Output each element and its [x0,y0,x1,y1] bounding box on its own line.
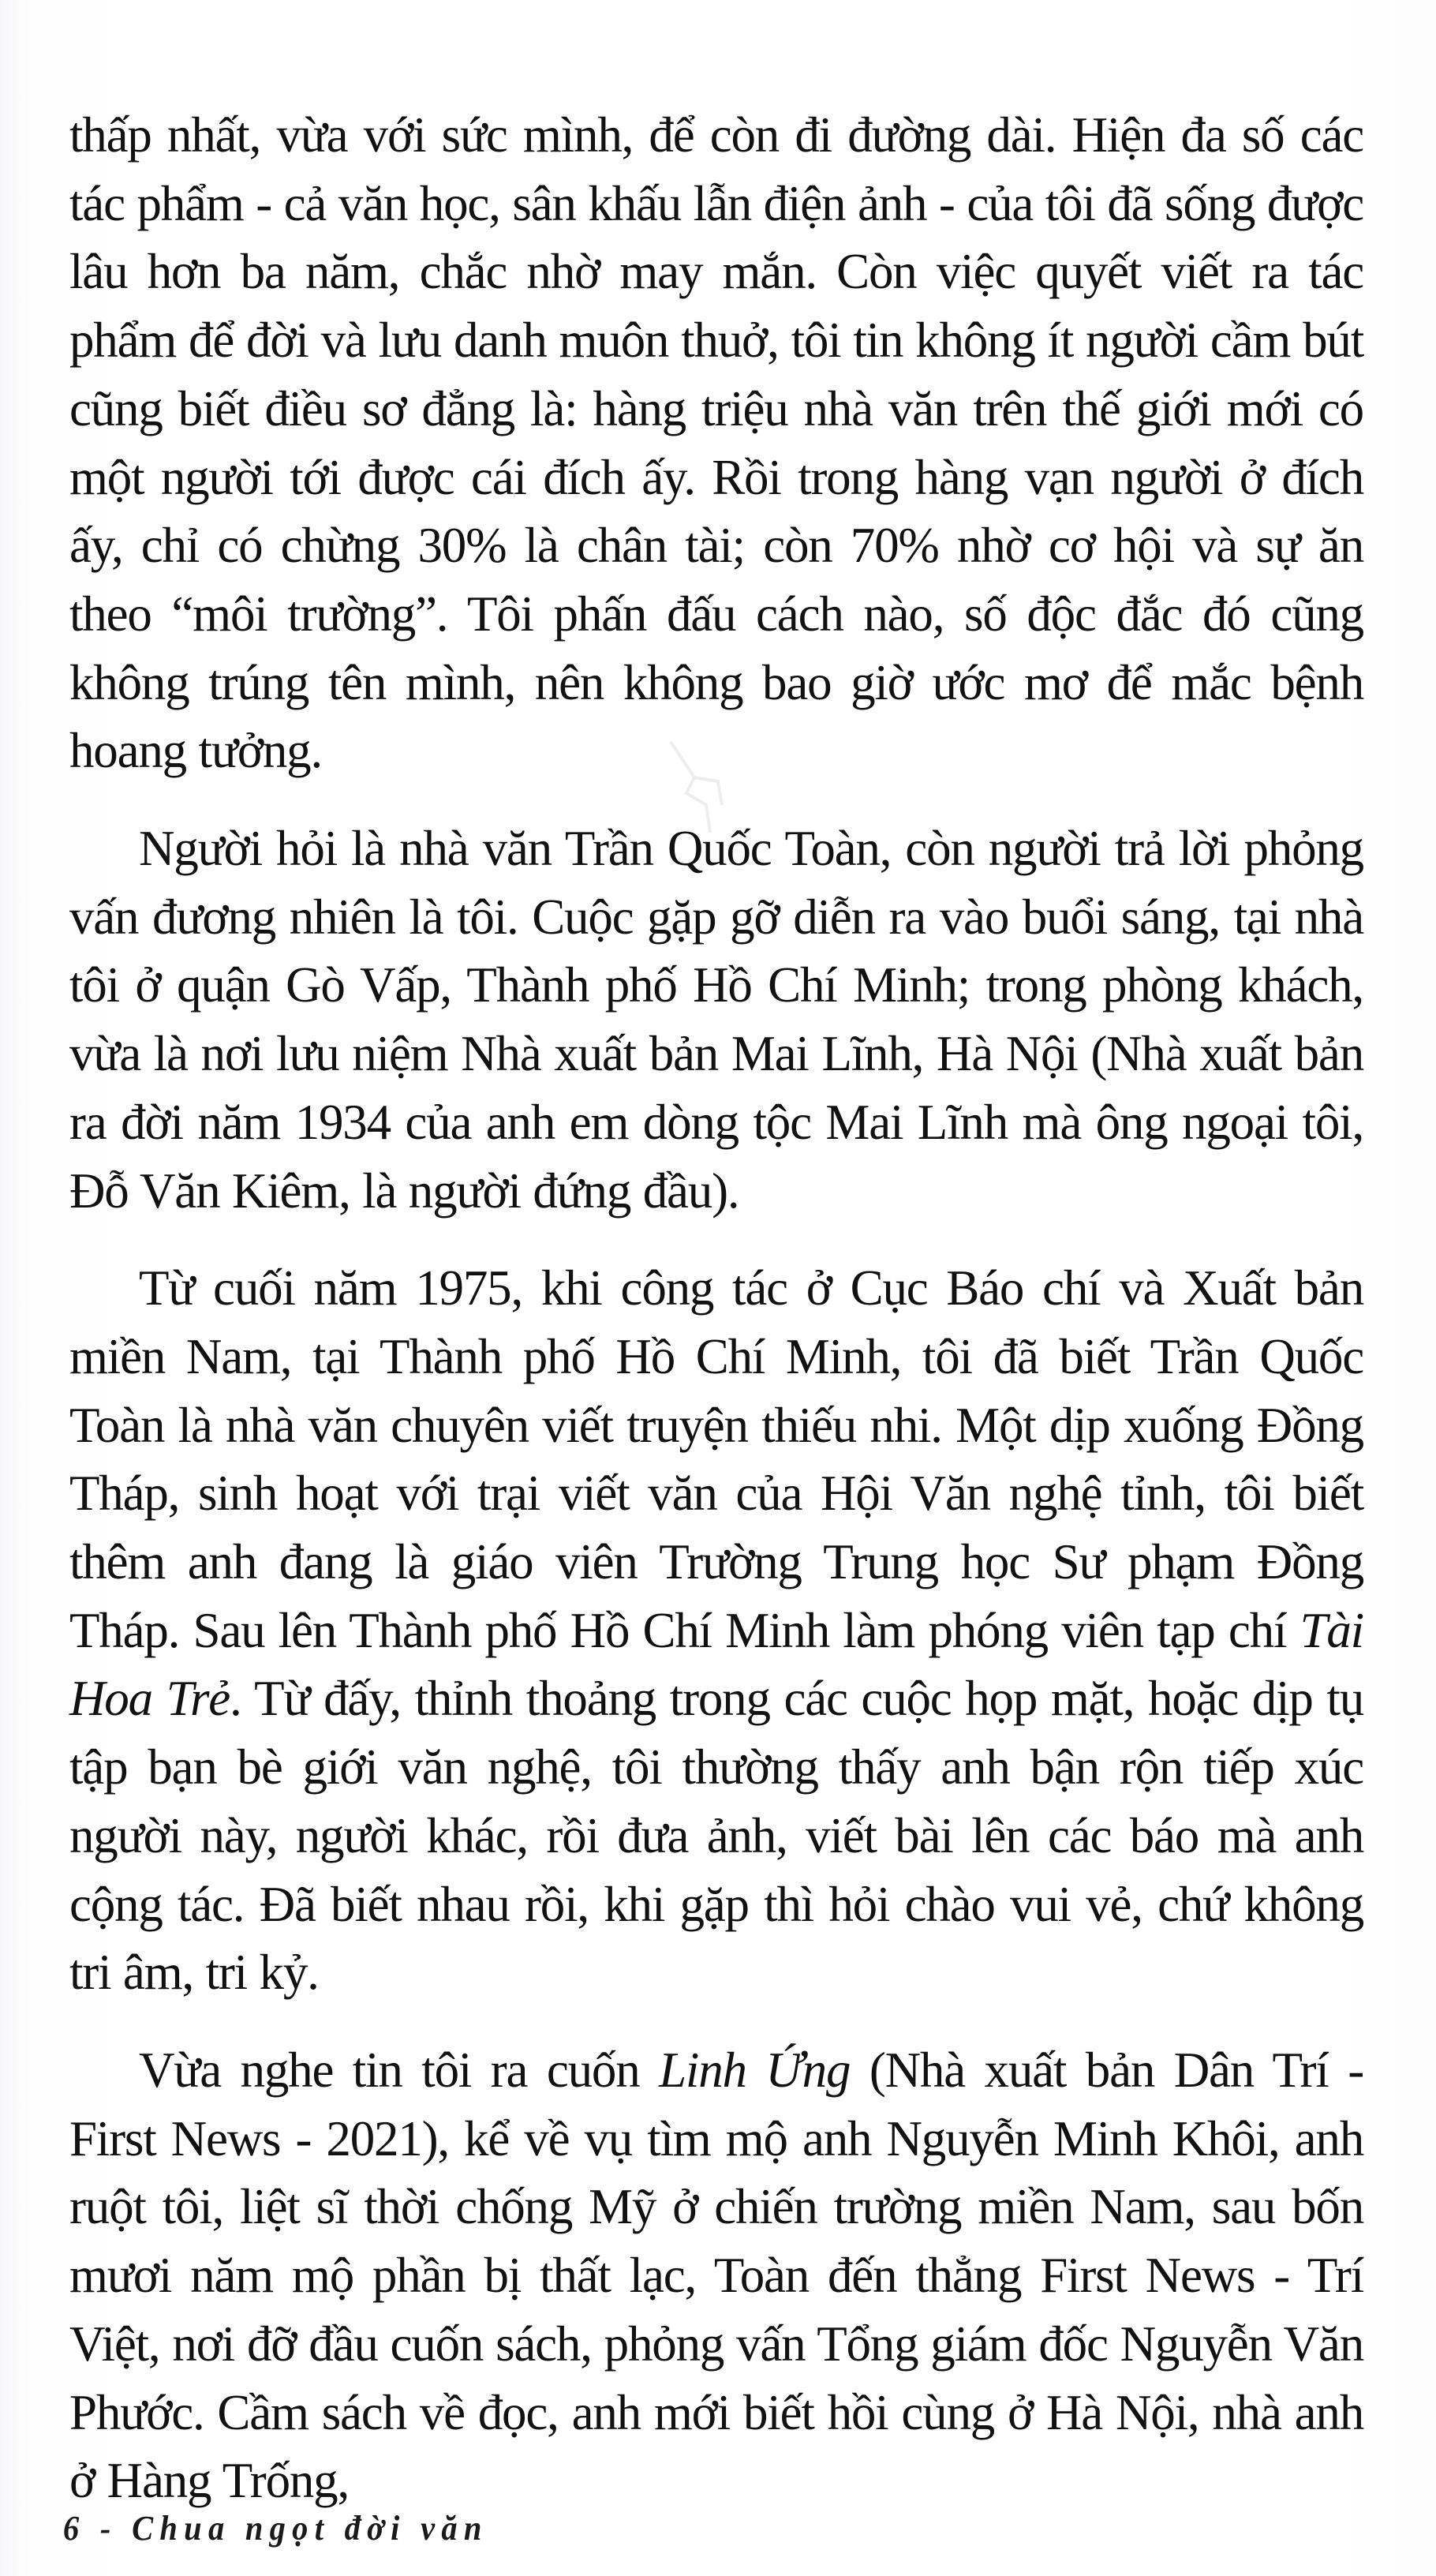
paragraph-4 [69,2036,1363,2515]
text-segment: . Từ đấy, thỉnh thoảng trong các cuộc họp mặt, hoặc dịp tụ tập bạn bè giới văn nghệ, tôi thường thấy anh bận rộn tiếp xúc người này, người khác, rồi đưa ảnh, viết bài lên các báo mà anh cộng tác. Đã biết nhau rồi, khi gặp thì hỏi chào vui vẻ, chứ không tri âm, tri kỷ. [69,1671,1364,2001]
page-footer [63,2508,488,2548]
paragraph-3 [69,1254,1363,2007]
text-segment: Từ cuối năm 1975, khi công tác ở Cục Báo chí và Xuất bản miền Nam, tại Thành phố Hồ Chí Minh, tôi đã biết Trần Quốc Toàn là nhà văn chuyên viết truyện thiếu nhi. Một dịp xuống Đồng Tháp, sinh hoạt với trại viết văn của Hội Văn nghệ tỉnh, tôi biết thêm anh đang là giáo viên Trường Trung học Sư phạm Đồng Tháp. Sau lên Thành phố Hồ Chí Minh làm phóng viên tạp chí [69,1260,1363,1658]
running-title: Chua ngọt đời văn [132,2509,488,2548]
page-number: 6 [63,2509,86,2548]
text-segment: Người hỏi là nhà văn Trần Quốc Toàn, còn người trả lời phỏng vấn đương nhiên là tôi. Cuộc gặp gỡ diễn ra vào buổi sáng, tại nhà tôi ở quận Gò Vấp, Thành phố Hồ Chí Minh; trong phòng khách, vừa là nơi lưu niệm Nhà xuất bản Mai Lĩnh, Hà Nội (Nhà xuất bản ra đời năm 1934 của anh em dòng tộc Mai Lĩnh mà ông ngoại tôi, Đỗ Văn Kiêm, là người đứng đầu). [69,821,1363,1219]
text-segment: Vừa nghe tin tôi ra cuốn [139,2042,660,2098]
text-segment: thấp nhất, vừa với sức mình, để còn đi đường dài. Hiện đa số các tác phẩm - cả văn học, sân khấu lẫn điện ảnh - của tôi đã sống được lâu hơn ba năm, chắc nhờ may mắn. Còn việc quyết viết ra tác phẩm để đời và lưu danh muôn thuở, tôi tin không ít người cầm bút cũng biết điều sơ đẳng là: hàng triệu nhà văn trên thế giới mới có một người tới được cái đích ấy. Rồi trong hàng vạn người ở đích ấy, chỉ có chừng 30% là chân tài; còn 70% nhờ cơ hội và sự ăn theo “môi trường”. Tôi phấn đấu cách nào, số độc đắc đó cũng không trúng tên mình, nên không bao giờ ước mơ để mắc bệnh hoang tưởng. [69,107,1363,779]
footer-separator: - [99,2509,118,2548]
italic-title: Linh Ứng [659,2042,851,2098]
text-segment: (Nhà xuất bản Dân Trí - First News - 2021), kể về vụ tìm mộ anh Nguyễn Minh Khôi, anh ruột tôi, liệt sĩ thời chống Mỹ ở chiến trường miền Nam, sau bốn mươi năm mộ phần bị thất lạc, Toàn đến thẳng First News - Trí Việt, nơi đỡ đầu cuốn sách, phỏng vấn Tổng giám đốc Nguyễn Văn Phước. Cầm sách về đọc, anh mới biết hồi cùng ở Hà Nội, nhà anh ở Hàng Trống, [69,2042,1363,2509]
body-text [69,101,1363,2544]
paragraph-2 [69,814,1363,1225]
italic-title: Tài Hoa Trẻ [69,1602,1363,1727]
paragraph-1 [69,101,1363,785]
